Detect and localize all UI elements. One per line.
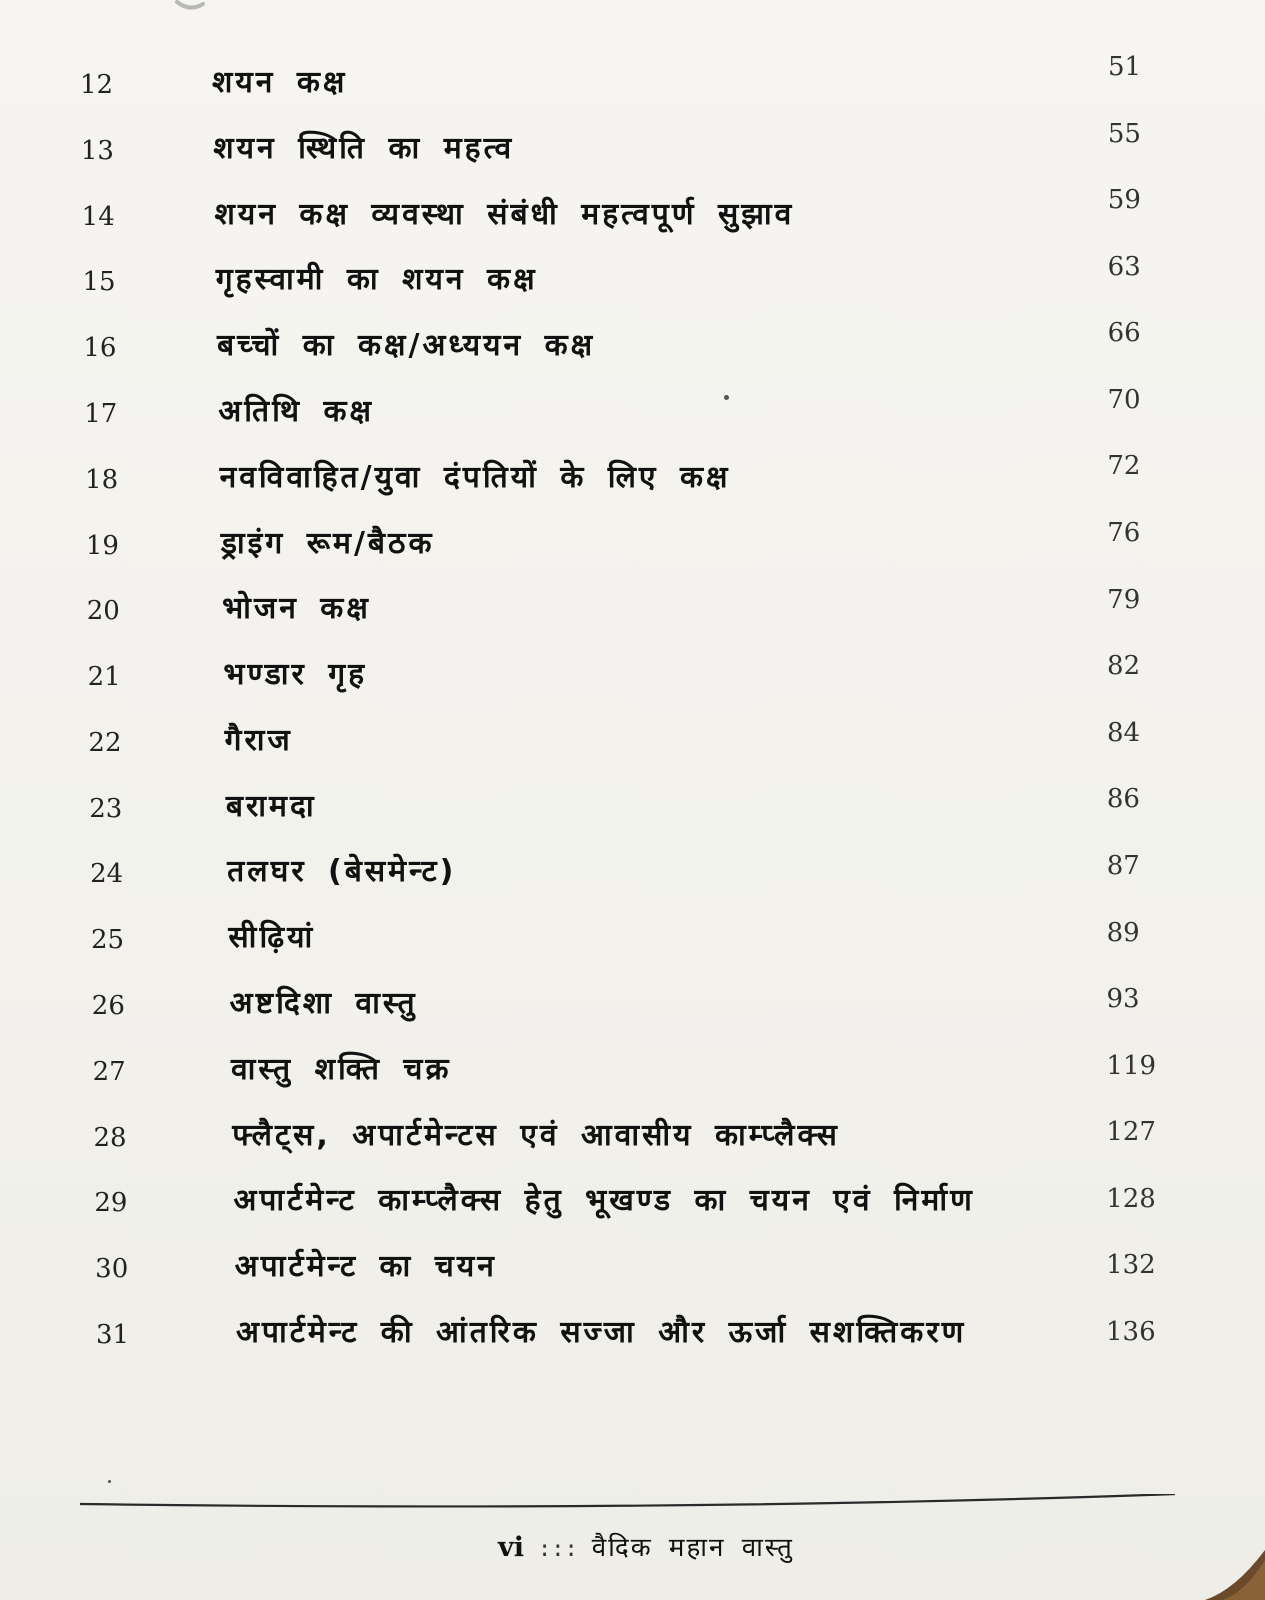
toc-entry-page: 84 [1106, 717, 1141, 748]
toc-entry-number: 30 [95, 1254, 129, 1285]
footer-page-number: vi [498, 1532, 524, 1563]
toc-entry-page: 93 [1106, 984, 1140, 1015]
toc-entry-number: 24 [90, 859, 124, 890]
toc-entry-number: 21 [87, 662, 121, 693]
toc-entry-title: बरामदा [225, 788, 317, 824]
toc-entry-page: 76 [1107, 518, 1141, 549]
toc-entry [0, 1249, 1265, 1314]
toc-entry [0, 518, 1265, 591]
toc-entry-title: शयन कक्ष व्यवस्था संबंधी महत्वपूर्ण सुझाव [214, 196, 795, 232]
toc-entry-title: नवविवाहित/युवा दंपतियों के लिए कक्ष [219, 459, 731, 495]
toc-entry [0, 1315, 1265, 1380]
toc-entry-number: 13 [80, 135, 114, 166]
toc-entry-page: 63 [1107, 251, 1141, 282]
toc-entry-page: 89 [1106, 917, 1140, 948]
toc-entry [0, 917, 1265, 985]
toc-entry [0, 984, 1265, 1051]
toc-entry [0, 1050, 1265, 1117]
toc-entry-title: सीढ़ियां [228, 920, 316, 956]
toc-entry-title: भोजन कक्ष [222, 591, 371, 627]
toc-entry-title: अतिथि कक्ष [218, 393, 375, 429]
page-corner-shadow [1205, 1540, 1265, 1600]
footer-separator: ::: [537, 1537, 578, 1562]
toc-entry-title: ड्राइंग रूम/बैठक [220, 525, 435, 561]
toc-entry-title: गैराज [224, 722, 293, 758]
toc-entry [0, 318, 1265, 393]
toc-entry-title: शयन स्थिति का महत्व [213, 130, 515, 166]
toc-entry-page: 119 [1106, 1050, 1157, 1081]
toc-entry [0, 1117, 1265, 1183]
toc-entry [0, 651, 1265, 722]
toc-entry-title: बच्चों का कक्ष/अध्ययन कक्ष [217, 328, 596, 364]
toc-entry-number: 31 [96, 1320, 130, 1350]
toc-entry-page: 87 [1106, 850, 1140, 881]
toc-entry-title: अपार्टमेन्ट काम्प्लैक्स हेतु भूखण्ड का चयन एवं निर्माण [233, 1183, 975, 1219]
toc-entry-number: 23 [89, 793, 123, 824]
toc-entry-page: 59 [1107, 185, 1141, 216]
toc-entry-title: वास्तु शक्ति चक्र [230, 1051, 452, 1087]
toc-entry-number: 22 [88, 727, 122, 758]
toc-entry-number: 20 [86, 596, 120, 627]
toc-entry-page: 72 [1107, 451, 1141, 482]
toc-entry-page: 66 [1107, 318, 1141, 349]
toc-entry-number: 19 [85, 530, 119, 561]
toc-entry [0, 185, 1265, 262]
toc-entry [0, 717, 1265, 788]
scan-smudge [175, 0, 205, 14]
toc-entry [0, 1183, 1265, 1248]
toc-entry [0, 251, 1265, 327]
toc-entry-title: गृहस्वामी का शयन कक्ष [215, 262, 538, 298]
toc-entry-page: 136 [1106, 1317, 1156, 1347]
toc-entry-number: 14 [81, 201, 115, 232]
toc-entry-number: 18 [85, 464, 119, 495]
toc-entry-page: 128 [1106, 1183, 1156, 1214]
toc-entry-page: 70 [1107, 384, 1141, 415]
toc-entry [0, 451, 1265, 525]
toc-entry [0, 118, 1265, 196]
toc-entry [0, 784, 1265, 854]
toc-entry-title: फ्लैट्स, अपार्टमेन्टस एवं आवासीय काम्प्लैक्स [232, 1117, 840, 1153]
toc-entry-page: 86 [1106, 784, 1140, 815]
toc-entry [0, 850, 1265, 919]
toc-entry-number: 28 [93, 1122, 127, 1153]
page-footer [498, 1528, 794, 1564]
toc-entry-page: 55 [1107, 118, 1141, 149]
print-speck [724, 395, 729, 400]
toc-entry-page: 79 [1107, 584, 1141, 615]
toc-entry-number: 29 [94, 1188, 128, 1219]
toc-entry-page: 127 [1106, 1117, 1156, 1148]
footer-book-title: वैदिक महान वास्तु [591, 1533, 794, 1563]
toc-entry-number: 25 [90, 925, 125, 956]
toc-entry-page: 132 [1106, 1250, 1156, 1281]
toc-entry-title: अपार्टमेन्ट की आंतरिक सज्जा और ऊर्जा सशक्तिकरण [236, 1315, 967, 1350]
toc-entry-page: 82 [1107, 651, 1141, 682]
toc-entry-page: 51 [1108, 52, 1142, 82]
toc-entry-title: शयन कक्ष [212, 65, 348, 100]
toc-entry-number: 15 [82, 267, 116, 298]
toc-entry [0, 52, 1265, 130]
toc-entry-number: 12 [80, 70, 114, 100]
toc-entry-title: तलघर (बेसमेन्ट) [227, 854, 457, 890]
toc-entry-number: 17 [84, 398, 118, 429]
toc-entry-title: अपार्टमेन्ट का चयन [234, 1249, 497, 1285]
toc-entry-title: भण्डार गृह [223, 657, 368, 693]
toc-entry-number: 16 [83, 333, 117, 364]
toc-entry-title: अष्टदिशा वास्तु [229, 986, 418, 1022]
toc-entry [0, 384, 1265, 459]
toc-entry-number: 26 [91, 991, 125, 1022]
print-speck [108, 1480, 111, 1483]
toc-entry [0, 584, 1265, 656]
toc-entry-number: 27 [92, 1056, 126, 1087]
